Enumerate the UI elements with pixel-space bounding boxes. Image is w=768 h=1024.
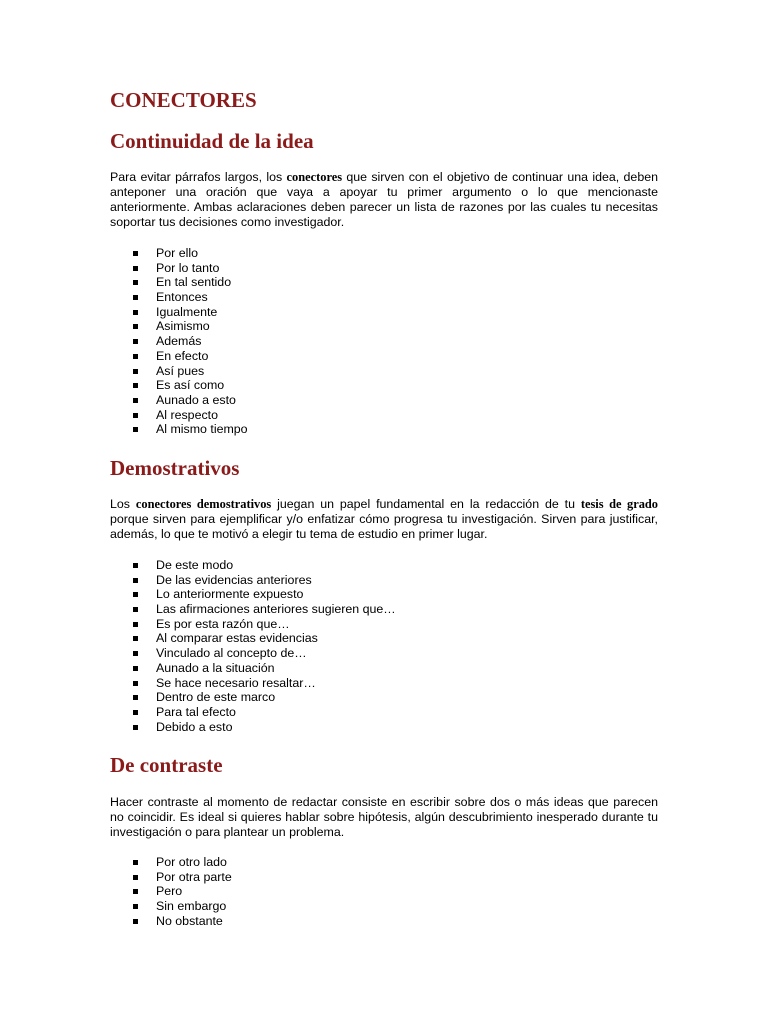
list-item xyxy=(110,275,248,290)
connector-list-contraste xyxy=(110,855,232,928)
list-item-label: De las evidencias anteriores xyxy=(156,572,312,587)
square-bullet-icon xyxy=(133,578,138,583)
list-item-label: Igualmente xyxy=(156,304,218,319)
square-bullet-icon xyxy=(133,695,138,700)
list-item-label: Es así como xyxy=(156,378,225,393)
list-item xyxy=(110,587,396,602)
list-item xyxy=(110,646,396,661)
square-bullet-icon xyxy=(133,427,138,432)
square-bullet-icon xyxy=(133,398,138,403)
square-bullet-icon xyxy=(133,607,138,612)
paragraph-text: porque sirven para ejemplificar y/o enfatizar cómo progresa tu investigación. Sirven para justificar, además, lo que te motivó a elegir tu tema de estudio en primer lugar. xyxy=(110,512,658,541)
square-bullet-icon xyxy=(133,339,138,344)
list-item xyxy=(110,855,232,870)
square-bullet-icon xyxy=(133,383,138,388)
list-item xyxy=(110,884,232,899)
list-item xyxy=(110,334,248,349)
square-bullet-icon xyxy=(133,280,138,285)
square-bullet-icon xyxy=(133,295,138,300)
list-item-label: Así pues xyxy=(156,363,205,378)
list-item xyxy=(110,349,248,364)
square-bullet-icon xyxy=(133,651,138,656)
list-item xyxy=(110,408,248,423)
square-bullet-icon xyxy=(133,563,138,568)
list-item-label: Dentro de este marco xyxy=(156,690,276,705)
list-item-label: Por otra parte xyxy=(156,869,232,884)
list-item-label: Por lo tanto xyxy=(156,260,220,275)
list-item xyxy=(110,631,396,646)
paragraph-text: Los xyxy=(110,497,136,511)
list-item-label: Pero xyxy=(156,884,183,899)
list-item-label: En efecto xyxy=(156,348,209,363)
list-item xyxy=(110,914,232,929)
square-bullet-icon xyxy=(133,251,138,256)
list-item xyxy=(110,705,396,720)
list-item xyxy=(110,378,248,393)
square-bullet-icon xyxy=(133,354,138,359)
paragraph-text: Para evitar párrafos largos, los xyxy=(110,170,287,184)
list-item xyxy=(110,676,396,691)
square-bullet-icon xyxy=(133,860,138,865)
square-bullet-icon xyxy=(133,710,138,715)
list-item xyxy=(110,393,248,408)
square-bullet-icon xyxy=(133,681,138,686)
list-item-label: Por ello xyxy=(156,246,199,260)
list-item xyxy=(110,870,232,885)
square-bullet-icon xyxy=(133,324,138,329)
square-bullet-icon xyxy=(133,413,138,418)
paragraph-text: que sirven con el objetivo de continuar una idea, deben anteponer una oración que vaya a apoyar tu primer argumento o lo que mencionaste anteriormente. Ambas aclaraciones deben parecer un lista de razones por las cuales tu necesitas soportar tus decisiones como investigador. xyxy=(110,170,658,229)
bold-term: conectores xyxy=(286,170,343,184)
bold-term: tesis de grado xyxy=(580,497,658,511)
list-item-label: Además xyxy=(156,334,202,349)
square-bullet-icon xyxy=(133,636,138,641)
list-item xyxy=(110,422,248,437)
bold-term: conectores demostrativos xyxy=(135,497,272,511)
list-item-label: En tal sentido xyxy=(156,275,232,290)
list-item-label: Al comparar estas evidencias xyxy=(156,631,318,646)
list-item xyxy=(110,899,232,914)
list-item-label: Aunado a esto xyxy=(156,392,236,407)
list-item xyxy=(110,573,396,588)
list-item-label: Aunado a la situación xyxy=(156,660,275,675)
square-bullet-icon xyxy=(133,919,138,924)
connector-list-continuidad xyxy=(110,246,248,437)
section-heading-continuidad: Continuidad de la idea xyxy=(110,129,314,153)
list-item-label: Por otro lado xyxy=(156,855,227,869)
paragraph-text: juegan un papel fundamental en la redacción de tu xyxy=(271,497,581,511)
list-item xyxy=(110,617,396,632)
square-bullet-icon xyxy=(133,666,138,671)
square-bullet-icon xyxy=(133,622,138,627)
square-bullet-icon xyxy=(133,266,138,271)
section-paragraph-demostrativos xyxy=(110,497,658,542)
square-bullet-icon xyxy=(133,904,138,909)
list-item-label: Lo anteriormente expuesto xyxy=(156,587,304,602)
list-item xyxy=(110,661,396,676)
list-item xyxy=(110,261,248,276)
section-paragraph-continuidad xyxy=(110,170,658,230)
list-item-label: Entonces xyxy=(156,290,208,305)
list-item xyxy=(110,558,396,573)
list-item-label: Debido a esto xyxy=(156,719,233,734)
square-bullet-icon xyxy=(133,310,138,315)
square-bullet-icon xyxy=(133,369,138,374)
list-item-label: Al mismo tiempo xyxy=(156,422,248,437)
section-heading-demostrativos: Demostrativos xyxy=(110,456,240,480)
list-item xyxy=(110,602,396,617)
square-bullet-icon xyxy=(133,725,138,730)
list-item-label: No obstante xyxy=(156,913,223,928)
list-item-label: De este modo xyxy=(156,558,234,572)
list-item-label: Para tal efecto xyxy=(156,704,236,719)
list-item xyxy=(110,246,248,261)
connector-list-demostrativos xyxy=(110,558,396,734)
square-bullet-icon xyxy=(133,875,138,880)
section-heading-contraste: De contraste xyxy=(110,753,223,777)
square-bullet-icon xyxy=(133,889,138,894)
list-item-label: Sin embargo xyxy=(156,899,227,914)
list-item xyxy=(110,364,248,379)
list-item-label: Al respecto xyxy=(156,407,218,422)
list-item-label: Vinculado al concepto de… xyxy=(156,646,307,661)
list-item-label: Asimismo xyxy=(156,319,210,334)
paragraph-text: Hacer contraste al momento de redactar consiste en escribir sobre dos o más ideas que parecen no coincidir. Es ideal si quieres hablar sobre hipótesis, algún descubrimiento inesperado durante tu investigación o para plantear un problema. xyxy=(110,795,658,839)
list-item xyxy=(110,319,248,334)
list-item-label: Las afirmaciones anteriores sugieren que… xyxy=(156,602,396,617)
square-bullet-icon xyxy=(133,592,138,597)
section-paragraph-contraste xyxy=(110,795,658,840)
list-item xyxy=(110,690,396,705)
list-item-label: Se hace necesario resaltar… xyxy=(156,675,316,690)
list-item xyxy=(110,290,248,305)
list-item xyxy=(110,720,396,735)
list-item xyxy=(110,305,248,320)
list-item-label: Es por esta razón que… xyxy=(156,616,290,631)
page-title: CONECTORES xyxy=(110,88,257,112)
